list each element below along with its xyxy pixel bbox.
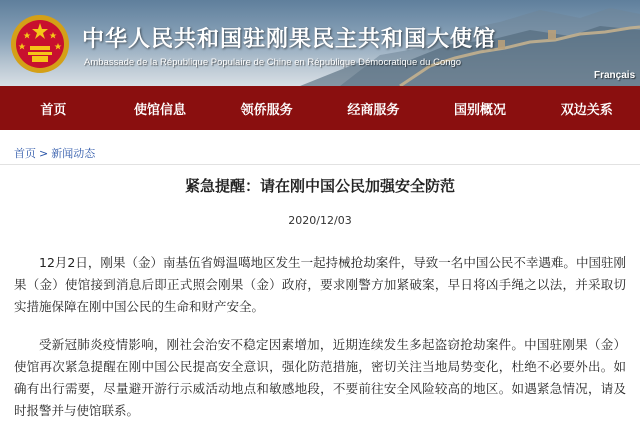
article-date: 2020/12/03 — [288, 214, 352, 227]
nav-item-embassy-info[interactable]: 使馆信息 — [134, 102, 187, 118]
article-body — [14, 252, 626, 438]
site-header — [0, 0, 640, 86]
breadcrumb-home-link[interactable]: 首页 — [14, 147, 36, 160]
main-navigation — [0, 86, 640, 130]
article-title: 紧急提醒：请在刚中国公民加强安全防范 — [184, 177, 455, 195]
nav-item-bilateral-relations[interactable]: 双边关系 — [560, 102, 613, 118]
language-switch-link[interactable]: Français — [594, 70, 636, 81]
nav-item-business-services[interactable]: 经商服务 — [347, 102, 400, 118]
breadcrumb-news-link[interactable]: 新闻动态 — [51, 147, 96, 160]
article-paragraph: 受新冠肺炎疫情影响，刚社会治安不稳定因素增加，近期连续发生多起盗窃抢劫案件。中国驻刚果（金）使馆再次紧急提醒在刚中国公民提高安全意识，强化防范措施，密切关注当地局势变化，杜绝不必要外出。如确有出行需要，尽量避开游行示威活动地点和敏感地段，不要前往安全风险较高的地区。如遇紧急情况，请及时报警并与使馆联系。 — [14, 337, 626, 418]
breadcrumb-separator: > — [39, 147, 49, 160]
article-paragraph: 12月2日，刚果（金）南基伍省姆温噶地区发生一起持械抢劫案件，导致一名中国公民不幸遇难。中国驻刚果（金）使馆接到消息后即正式照会刚果（金）政府，要求刚警方加紧破案，早日将凶手绳之以法，并采取切实措施保障在刚中国公民的生命和财产安全。 — [14, 255, 626, 314]
embassy-title: 中华人民共和国驻刚果民主共和国大使馆 — [82, 26, 497, 52]
breadcrumb — [14, 145, 95, 161]
breadcrumb-divider — [0, 164, 640, 165]
nav-item-consular-services[interactable]: 领侨服务 — [240, 102, 293, 118]
embassy-subtitle-french: Ambassade de la République Populaire de Chine en République Démocratique du Congo — [84, 57, 462, 68]
national-emblem-icon — [10, 14, 70, 74]
nav-item-country-overview[interactable]: 国别概况 — [454, 102, 507, 118]
nav-item-home[interactable]: 首页 — [40, 102, 67, 118]
